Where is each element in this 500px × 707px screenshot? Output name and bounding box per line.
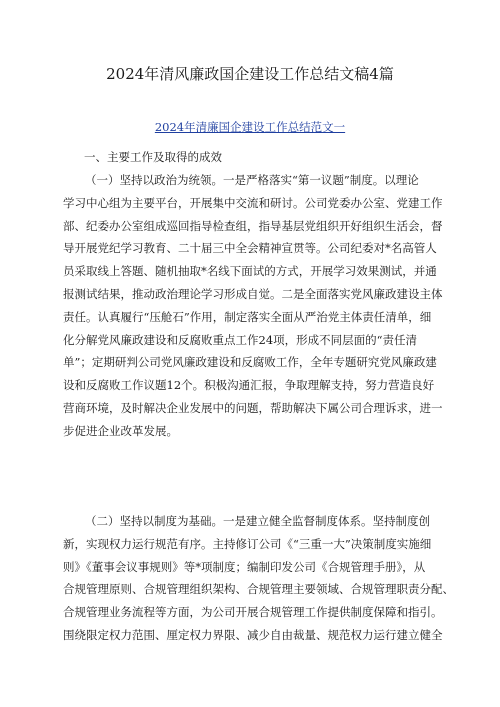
paragraph-line: 围绕限定权力范围、厘定权力界限、减少自由裁量、规范权力运行建立健全 [63, 627, 443, 642]
paragraph-line: 新，实现权力运行规范有序。主持修订公司《“三重一大”决策制度实施细 [63, 536, 432, 551]
paragraph-line: 学习中心组为主要平台，开展集中交流和研讨。公司党委办公室、党建工作 [63, 195, 443, 210]
paragraph-political-leadership [63, 169, 443, 443]
paragraph-line: 报测试结果，推动政治理论学习形成自觉。二是全面落实党风廉政建设主体 [63, 286, 443, 301]
paragraph-line: 单”；定期研判公司党风廉政建设和反腐败工作，全年专题研究党风廉政建 [63, 355, 437, 370]
paragraph-line: 责任。认真履行“压舱石”作用，制定落实全面从严治党主体责任清单，细 [63, 309, 432, 324]
paragraph-line: 步促进企业改革发展。 [63, 423, 178, 438]
paragraph-line: 设和反腐败工作议题12个。积极沟通汇报，争取理解支持，努力营造良好 [63, 378, 435, 393]
paragraph-line: 合规管理原则、合规管理组织架构、合规管理主要领域、合规管理职责分配、 [63, 582, 454, 597]
paragraph-line: 化分解党风廉政建设和反腐败重点工作24项，形成不同层面的“责任清 [63, 332, 418, 347]
paragraph-line: 营商环境，及时解决企业发展中的问题，帮助解决下属公司合理诉求，进一 [63, 400, 443, 415]
document-title: 2024年清风廉政国企建设工作总结文稿4篇 [106, 65, 394, 83]
paragraph-line: （二）坚持以制度为基础。一是建立健全监督制度体系。坚持制度创 [85, 514, 430, 528]
paragraph-institutional-foundation [63, 510, 454, 647]
paragraph-line: （一）坚持以政治为统领。一是严格落实“第一议题”制度。以理论 [85, 173, 419, 187]
paragraph-line: 合规管理业务流程等方面，为公司开展合规管理工作提供制度保障和指引。 [63, 605, 443, 620]
article-title-link[interactable]: 2024年清廉国企建设工作总结范文一 [154, 120, 346, 134]
paragraph-line: 员采取线上答题、随机抽取*名线下面试的方式，开展学习效果测试，并通 [63, 264, 437, 279]
paragraph-line: 导开展党纪学习教育、二十届三中全会精神宣贯等。公司纪委对*名高管人 [63, 241, 437, 256]
section-heading: 一、主要工作及取得的成效 [84, 150, 222, 164]
paragraph-line: 则》《董事会议事规则》等*项制度；编制印发公司《合规管理手册》，从 [63, 559, 426, 574]
paragraph-line: 部、纪委办公室组成巡回指导检查组，指导基层党组织开好组织生活会，督 [63, 218, 443, 233]
